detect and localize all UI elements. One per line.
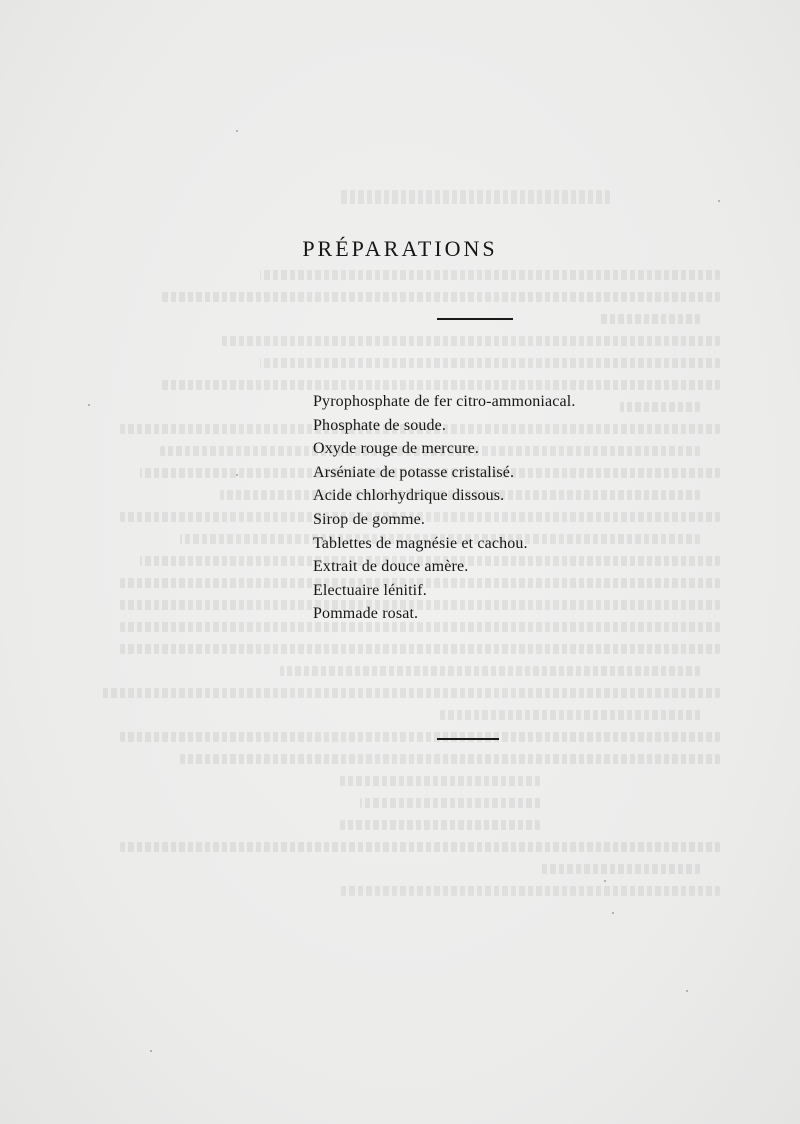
paper-speck [612,912,614,914]
paper-speck [718,200,720,202]
paper-speck [88,404,90,406]
paper-speck [686,990,688,992]
paper-speck [604,880,606,882]
paper-speck [236,474,238,476]
page-title: PRÉPARATIONS [302,236,498,261]
list-item: Pyrophosphate de fer citro-ammoniacal. [313,393,576,410]
list-item: Oxyde rouge de mercure. [313,440,480,458]
preparations-list [313,390,576,626]
paper-speck [236,130,238,132]
list-item: Acide chlorhydrique dissous. [313,487,505,505]
list-item: Arséniate de potasse cristalisé. [313,463,515,481]
list-item: Phosphate de soude. [313,416,447,434]
list-item: Electuaire lénitif. [313,581,427,599]
list-item: Extrait de douce amère. [313,558,469,576]
list-item: Tablettes de magnésie et cachou. [313,534,528,552]
paper-speck [150,1050,152,1052]
end-divider [437,738,499,740]
list-item: Sirop de gomme. [313,510,426,528]
list-item: Pommade rosat. [313,605,419,623]
title-divider [437,318,513,320]
